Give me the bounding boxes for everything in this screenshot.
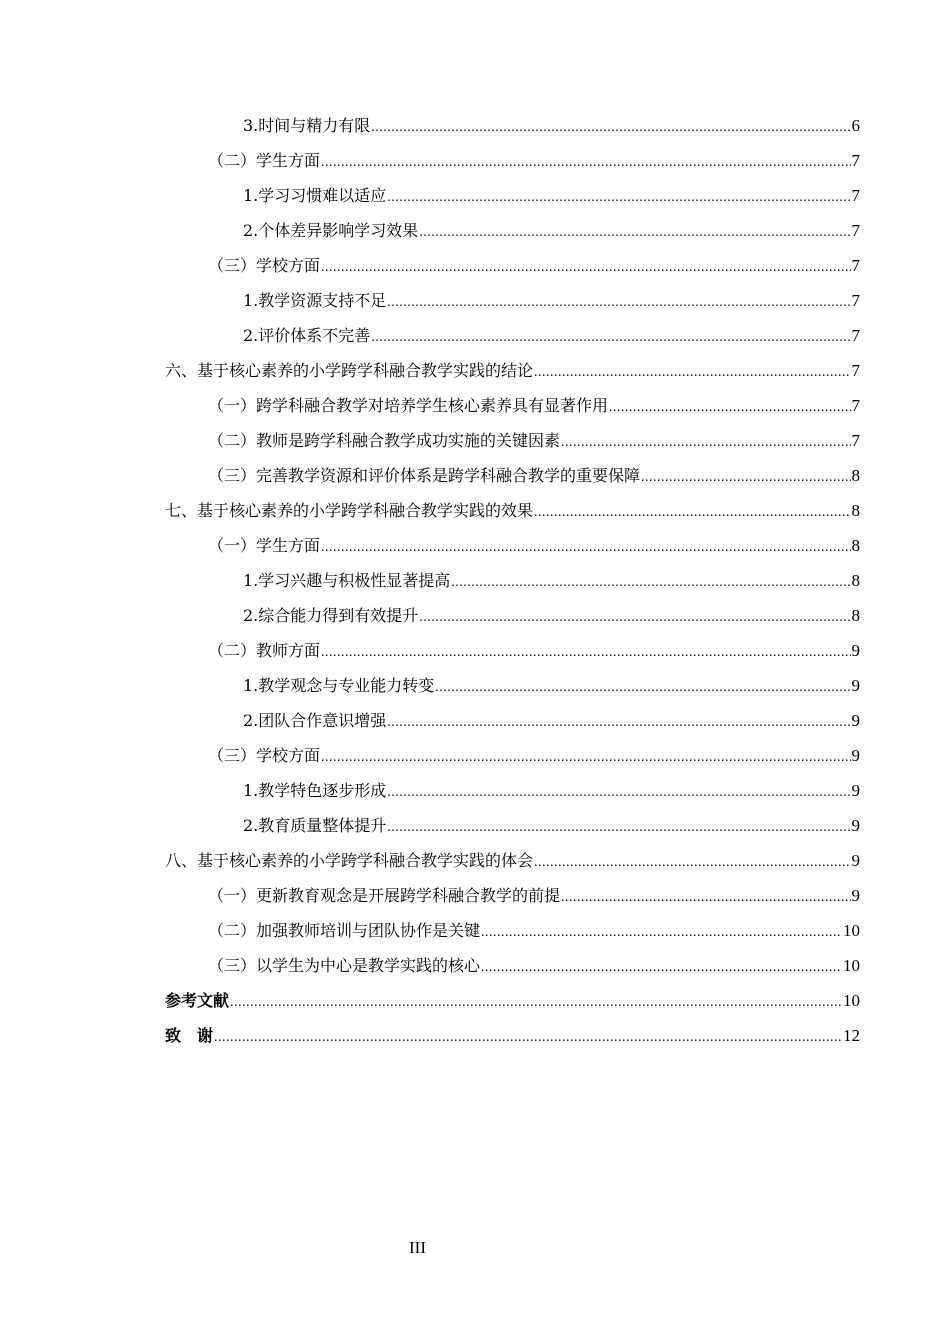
toc-dot-leader bbox=[534, 355, 850, 390]
toc-entry[interactable] bbox=[165, 493, 860, 528]
toc-dot-leader bbox=[321, 740, 850, 775]
toc-entry[interactable] bbox=[165, 878, 860, 913]
toc-entry[interactable] bbox=[165, 1018, 860, 1053]
toc-entry[interactable] bbox=[165, 178, 860, 213]
toc-entry-title: 致 谢 bbox=[165, 1026, 214, 1045]
toc-entry-page: 12 bbox=[843, 1026, 860, 1045]
toc-entry-title: （二）教师方面 bbox=[208, 641, 321, 660]
toc-entry-title: （三）学校方面 bbox=[208, 746, 321, 765]
toc-entry[interactable] bbox=[165, 808, 860, 843]
toc-entry[interactable] bbox=[165, 143, 860, 178]
toc-entry-page: 7 bbox=[851, 431, 860, 450]
table-of-contents bbox=[165, 108, 860, 1053]
toc-entry-title: 八、基于核心素养的小学跨学科融合教学实践的体会 bbox=[165, 851, 534, 870]
toc-dot-leader bbox=[419, 600, 850, 635]
toc-entry-page: 8 bbox=[851, 571, 860, 590]
toc-entry-title: 2.团队合作意识增强 bbox=[243, 711, 387, 730]
toc-entry[interactable] bbox=[165, 423, 860, 458]
toc-entry[interactable] bbox=[165, 528, 860, 563]
toc-entry-page: 10 bbox=[843, 956, 860, 975]
toc-dot-leader bbox=[481, 915, 842, 950]
toc-entry-page: 7 bbox=[851, 221, 860, 240]
toc-entry-title: 3.时间与精力有限 bbox=[243, 116, 371, 135]
toc-entry-title: 参考文献 bbox=[165, 991, 230, 1010]
toc-entry-title: 2.个体差异影响学习效果 bbox=[243, 221, 419, 240]
toc-dot-leader bbox=[561, 880, 850, 915]
toc-entry[interactable] bbox=[165, 738, 860, 773]
toc-entry-page: 6 bbox=[851, 116, 860, 135]
toc-dot-leader bbox=[641, 460, 850, 495]
toc-entry-title: 1.教学特色逐步形成 bbox=[243, 781, 387, 800]
toc-entry-title: （三）以学生为中心是教学实践的核心 bbox=[208, 956, 481, 975]
toc-entry-title: （一）更新教育观念是开展跨学科融合教学的前提 bbox=[208, 886, 561, 905]
toc-dot-leader bbox=[387, 285, 850, 320]
toc-entry-page: 9 bbox=[851, 781, 860, 800]
toc-entry-page: 9 bbox=[851, 746, 860, 765]
toc-dot-leader bbox=[534, 845, 850, 880]
toc-entry[interactable] bbox=[165, 353, 860, 388]
toc-dot-leader bbox=[387, 180, 850, 215]
toc-entry-title: （二）学生方面 bbox=[208, 151, 321, 170]
toc-entry-page: 9 bbox=[851, 676, 860, 695]
toc-entry-page: 7 bbox=[851, 326, 860, 345]
toc-entry-title: （一）学生方面 bbox=[208, 536, 321, 555]
toc-entry-title: （一）跨学科融合教学对培养学生核心素养具有显著作用 bbox=[208, 396, 609, 415]
toc-dot-leader bbox=[609, 390, 850, 425]
toc-entry-page: 7 bbox=[851, 256, 860, 275]
toc-entry-title: 1.学习兴趣与积极性显著提高 bbox=[243, 571, 451, 590]
toc-entry-page: 7 bbox=[851, 361, 860, 380]
toc-entry[interactable] bbox=[165, 843, 860, 878]
toc-dot-leader bbox=[451, 565, 850, 600]
toc-entry[interactable] bbox=[165, 598, 860, 633]
page-number: III bbox=[409, 1238, 426, 1257]
toc-entry-page: 9 bbox=[851, 886, 860, 905]
toc-entry-page: 10 bbox=[843, 921, 860, 940]
toc-entry-page: 9 bbox=[851, 711, 860, 730]
toc-entry-page: 7 bbox=[851, 291, 860, 310]
toc-entry-title: 2.综合能力得到有效提升 bbox=[243, 606, 419, 625]
toc-entry[interactable] bbox=[165, 248, 860, 283]
toc-dot-leader bbox=[321, 145, 850, 180]
toc-dot-leader bbox=[230, 985, 842, 1020]
toc-dot-leader bbox=[321, 530, 850, 565]
toc-dot-leader bbox=[371, 320, 850, 355]
toc-entry[interactable] bbox=[165, 948, 860, 983]
toc-dot-leader bbox=[387, 775, 850, 810]
toc-entry-page: 7 bbox=[851, 396, 860, 415]
toc-entry[interactable] bbox=[165, 388, 860, 423]
toc-entry-page: 7 bbox=[851, 151, 860, 170]
toc-entry-page: 8 bbox=[851, 466, 860, 485]
toc-entry-title: 2.教育质量整体提升 bbox=[243, 816, 387, 835]
toc-entry-page: 8 bbox=[851, 536, 860, 555]
toc-entry[interactable] bbox=[165, 318, 860, 353]
toc-entry-page: 8 bbox=[851, 501, 860, 520]
toc-entry-title: 1.教学资源支持不足 bbox=[243, 291, 387, 310]
toc-entry-title: 七、基于核心素养的小学跨学科融合教学实践的效果 bbox=[165, 501, 534, 520]
toc-entry[interactable] bbox=[165, 108, 860, 143]
toc-dot-leader bbox=[481, 950, 842, 985]
toc-entry-page: 9 bbox=[851, 851, 860, 870]
toc-entry-title: 1.学习习惯难以适应 bbox=[243, 186, 387, 205]
toc-entry[interactable] bbox=[165, 668, 860, 703]
toc-entry-title: （三）学校方面 bbox=[208, 256, 321, 275]
toc-entry-page: 8 bbox=[851, 606, 860, 625]
toc-entry[interactable] bbox=[165, 458, 860, 493]
toc-dot-leader bbox=[321, 250, 850, 285]
toc-entry-page: 9 bbox=[851, 641, 860, 660]
toc-dot-leader bbox=[321, 635, 850, 670]
toc-dot-leader bbox=[561, 425, 850, 460]
toc-entry[interactable] bbox=[165, 213, 860, 248]
toc-entry[interactable] bbox=[165, 913, 860, 948]
toc-entry-page: 9 bbox=[851, 816, 860, 835]
toc-entry[interactable] bbox=[165, 563, 860, 598]
toc-entry-title: （二）加强教师培训与团队协作是关键 bbox=[208, 921, 481, 940]
toc-entry-page: 7 bbox=[851, 186, 860, 205]
toc-dot-leader bbox=[387, 810, 850, 845]
toc-entry-title: 2.评价体系不完善 bbox=[243, 326, 371, 345]
toc-entry[interactable] bbox=[165, 283, 860, 318]
toc-entry-title: 六、基于核心素养的小学跨学科融合教学实践的结论 bbox=[165, 361, 534, 380]
toc-entry-page: 10 bbox=[843, 991, 860, 1010]
toc-entry-title: 1.教学观念与专业能力转变 bbox=[243, 676, 435, 695]
toc-dot-leader bbox=[534, 495, 850, 530]
toc-entry-title: （三）完善教学资源和评价体系是跨学科融合教学的重要保障 bbox=[208, 466, 641, 485]
toc-entry[interactable] bbox=[165, 633, 860, 668]
toc-entry[interactable] bbox=[165, 773, 860, 808]
toc-dot-leader bbox=[387, 705, 850, 740]
toc-entry[interactable] bbox=[165, 703, 860, 738]
toc-dot-leader bbox=[371, 110, 850, 145]
toc-dot-leader bbox=[214, 1020, 842, 1055]
toc-entry-title: （二）教师是跨学科融合教学成功实施的关键因素 bbox=[208, 431, 561, 450]
toc-dot-leader bbox=[435, 670, 850, 705]
toc-dot-leader bbox=[419, 215, 850, 250]
toc-entry[interactable] bbox=[165, 983, 860, 1018]
